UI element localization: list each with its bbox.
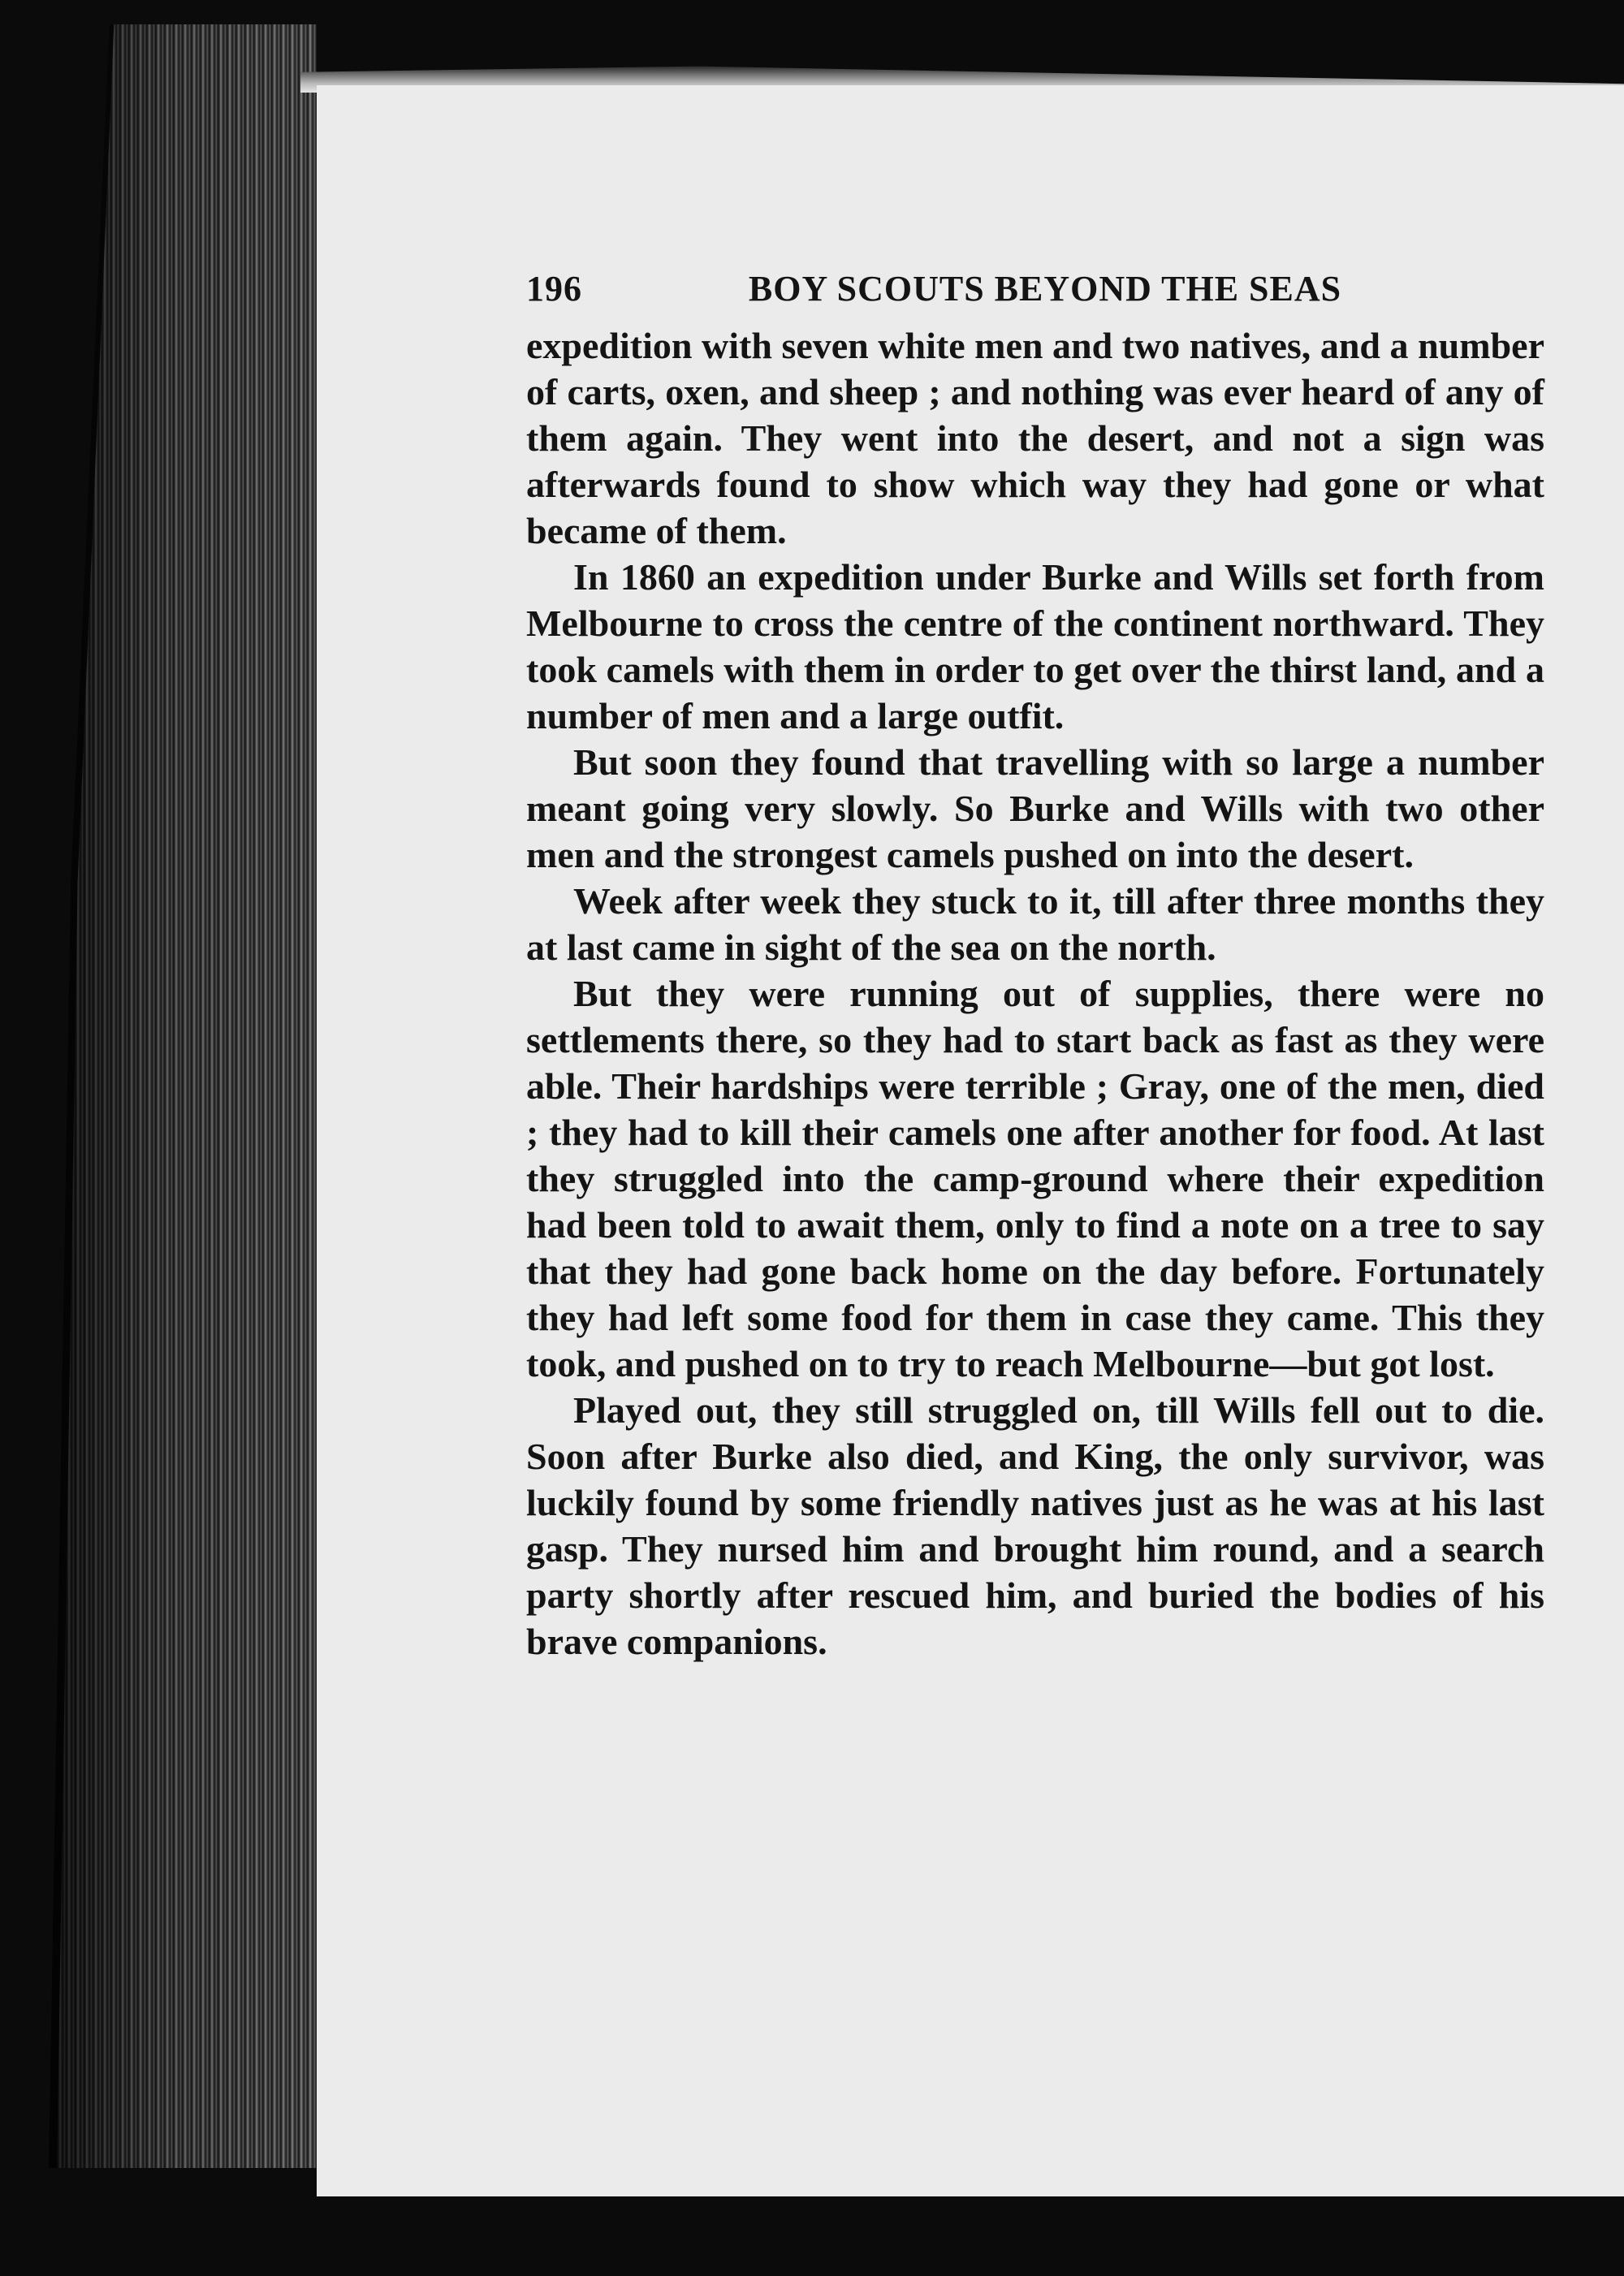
- running-head: [526, 266, 1544, 322]
- book-page: [317, 85, 1624, 2196]
- page-number: 196: [526, 269, 582, 309]
- page-text-block: [526, 266, 1544, 1665]
- paragraph: In 1860 an expedition under Burke and Wills set forth from Melbourne to cross the centre of the continent northward. They took camels with them in order to get over the thirst land, and a number of men and a large outfit.: [526, 556, 1544, 736]
- paragraph: Played out, they still struggled on, till Wills fell out to die. Soon after Burke also died, and King, the only survivor, was luckily found by some friendly natives just as he was at his last gasp. They nursed him and brought him round, and a search party shortly after rescued him, and buried the bodies of his brave companions.: [526, 1389, 1544, 1662]
- paragraph: But they were running out of supplies, there were no settlements there, so they had to start back as fast as they were able. Their hardships were terrible ; Gray, one of the men, died ; they had to kill their camels one after another for food. At last they struggled into the camp-ground where their expedition had been told to await them, only to find a note on a tree to say that they had gone back home on the day before. Fortunately they had left some food for them in case they came. This they took, and pushed on to try to reach Melbourne—but got lost.: [526, 973, 1544, 1384]
- running-title: BOY SCOUTS BEYOND THE SEAS: [748, 269, 1342, 309]
- paragraph: Week after week they stuck to it, till after three months they at last came in sight of the sea on the north.: [526, 880, 1544, 968]
- paragraph-continuation: expedition with seven white men and two natives, and a number of carts, oxen, and sheep ; and nothing was ever heard of any of them again. They went into the desert, and not a sign was afterwards found to show which way they had gone or what became of them.: [526, 325, 1544, 551]
- paragraph: But soon they found that travelling with so large a number meant going very slowly. So Burke and Wills with two other men and the strongest camels pushed on into the desert.: [526, 741, 1544, 875]
- page-edges-shadow: [49, 24, 325, 2168]
